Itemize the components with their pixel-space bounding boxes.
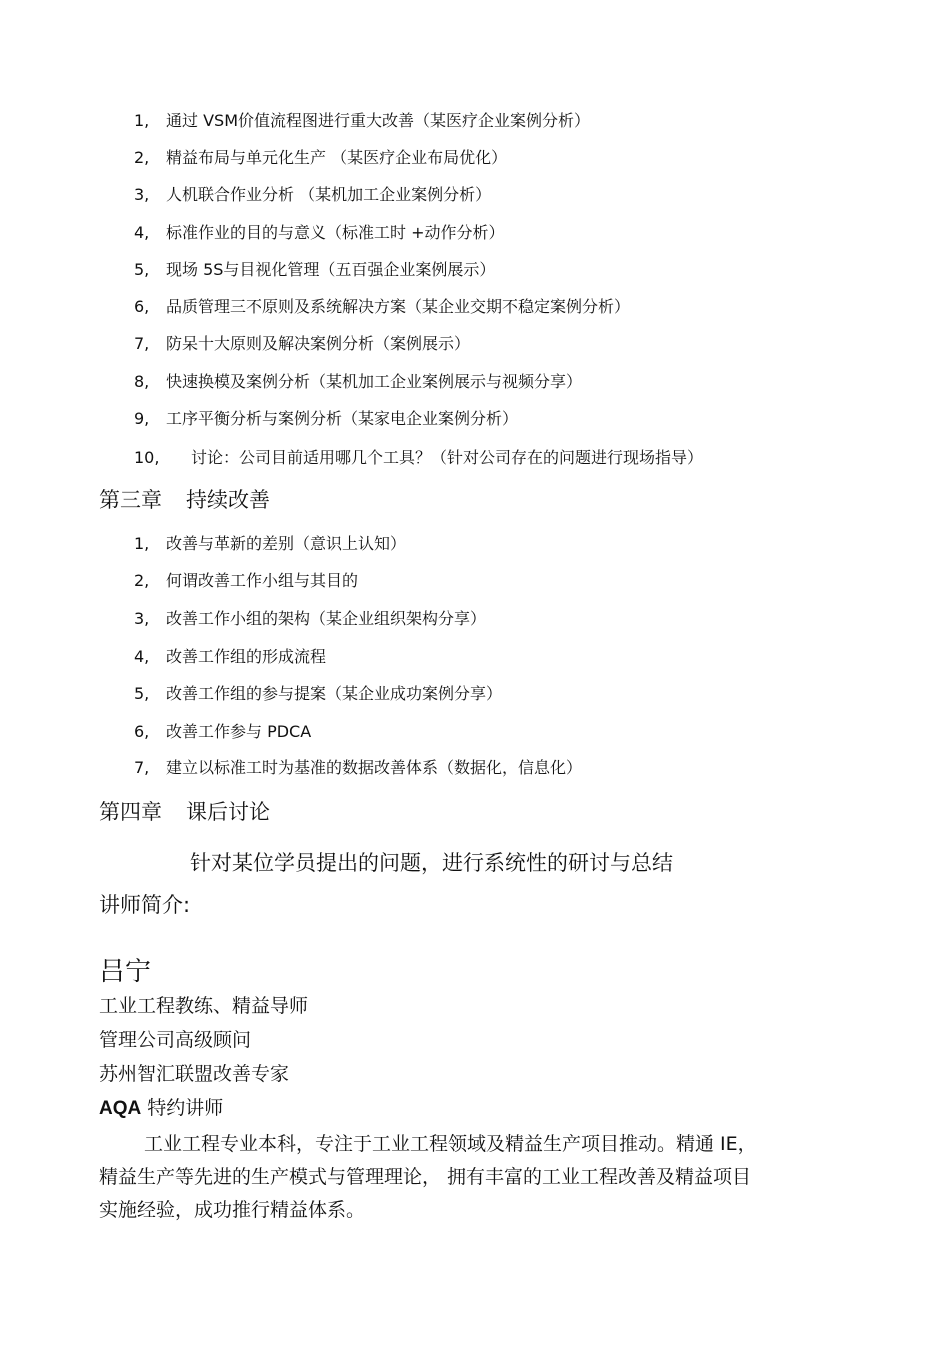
lecturer-heading: 讲师简介: (99, 893, 191, 917)
chapter4-label: 第四章 (99, 800, 162, 824)
chapter4-heading (99, 797, 270, 827)
lecturer-role: 工业工程教练、精益导师 (99, 995, 309, 1017)
lecturer-role-aqa (99, 1094, 223, 1123)
lecturer-role: 苏州智汇联盟改善专家 (99, 1063, 290, 1085)
document-page: 1, 通过 VSM价值流程图进行重大改善（某医疗企业案例分析） 2, 精益布局与单元化生产 （某医疗企业布局优化） 3, 人机联合作业分析 （某机加工企业案例分析） 4, 标准作业的目的与意义（标准工时 +动作分析） 5, 现场 5S与目视化管理（五百强企业案例展示） 6, 品质管理三不原则及系统解决方案（某企业交期不稳定案例分析） 7, 防呆十大原则及解决案例分析（案例展示） 8, 快速换模及案例分析（某机加工企业案例展示与视频分享） 9, 工序平衡分析与案例分析（某家电企业案例分析） 10, 讨论：公司目前适用哪几个工具？（针对公司存在的问题进行现场指导） 第三章 持续改善 1, 改善与革新的差别（意识上认知） 2, 何谓改善工作小组与其目的 3, 改善工作小组的架构（某企业组织架构分享） 4, 改善工作组的形成流程 5, 改善工作组的参与提案（某企业成功案例分享） 6, 改善工作参与 PDCA 7, 建立以标准工时为基准的数据改善体系（数据化，信息化） 第四章 课后讨论 针对某位学员提出的问题，进行系统性的研讨与总结 讲师简介: 吕宁 工业工程教练、精益导师 管理公司高级顾问 苏州智汇联盟改善专家 AQA 特约讲师 工业工程专业本科，专注于工业工程领域及精益生产项目推动。精通 IE， 精益生产等先进的生产模式与管理理论， 拥有丰富的工业工程改善及精益项目 实施经验，成功推行精益体系。 (0, 0, 950, 1345)
lecturer-name: 吕宁 (99, 957, 152, 987)
lecturer-role: 管理公司高级顾问 (99, 1029, 252, 1051)
chapter4-content: 针对某位学员提出的问题，进行系统性的研讨与总结 (190, 851, 673, 875)
chapter3-title: 持续改善 (186, 488, 270, 512)
chapter3-label: 第三章 (99, 488, 162, 512)
lecturer-bio (99, 1128, 869, 1227)
aqa-label: AQA (99, 1098, 142, 1119)
bio-line: 工业工程专业本科，专注于工业工程领域及精益生产项目推动。精通 IE， (144, 1133, 757, 1155)
chapter3-heading (99, 485, 270, 515)
bio-line: 实施经验，成功推行精益体系。 (99, 1199, 366, 1221)
chapter4-title: 课后讨论 (186, 800, 270, 824)
aqa-title: 特约讲师 (147, 1097, 224, 1119)
bio-line: 精益生产等先进的生产模式与管理理论， 拥有丰富的工业工程改善及精益项目 (99, 1166, 752, 1188)
